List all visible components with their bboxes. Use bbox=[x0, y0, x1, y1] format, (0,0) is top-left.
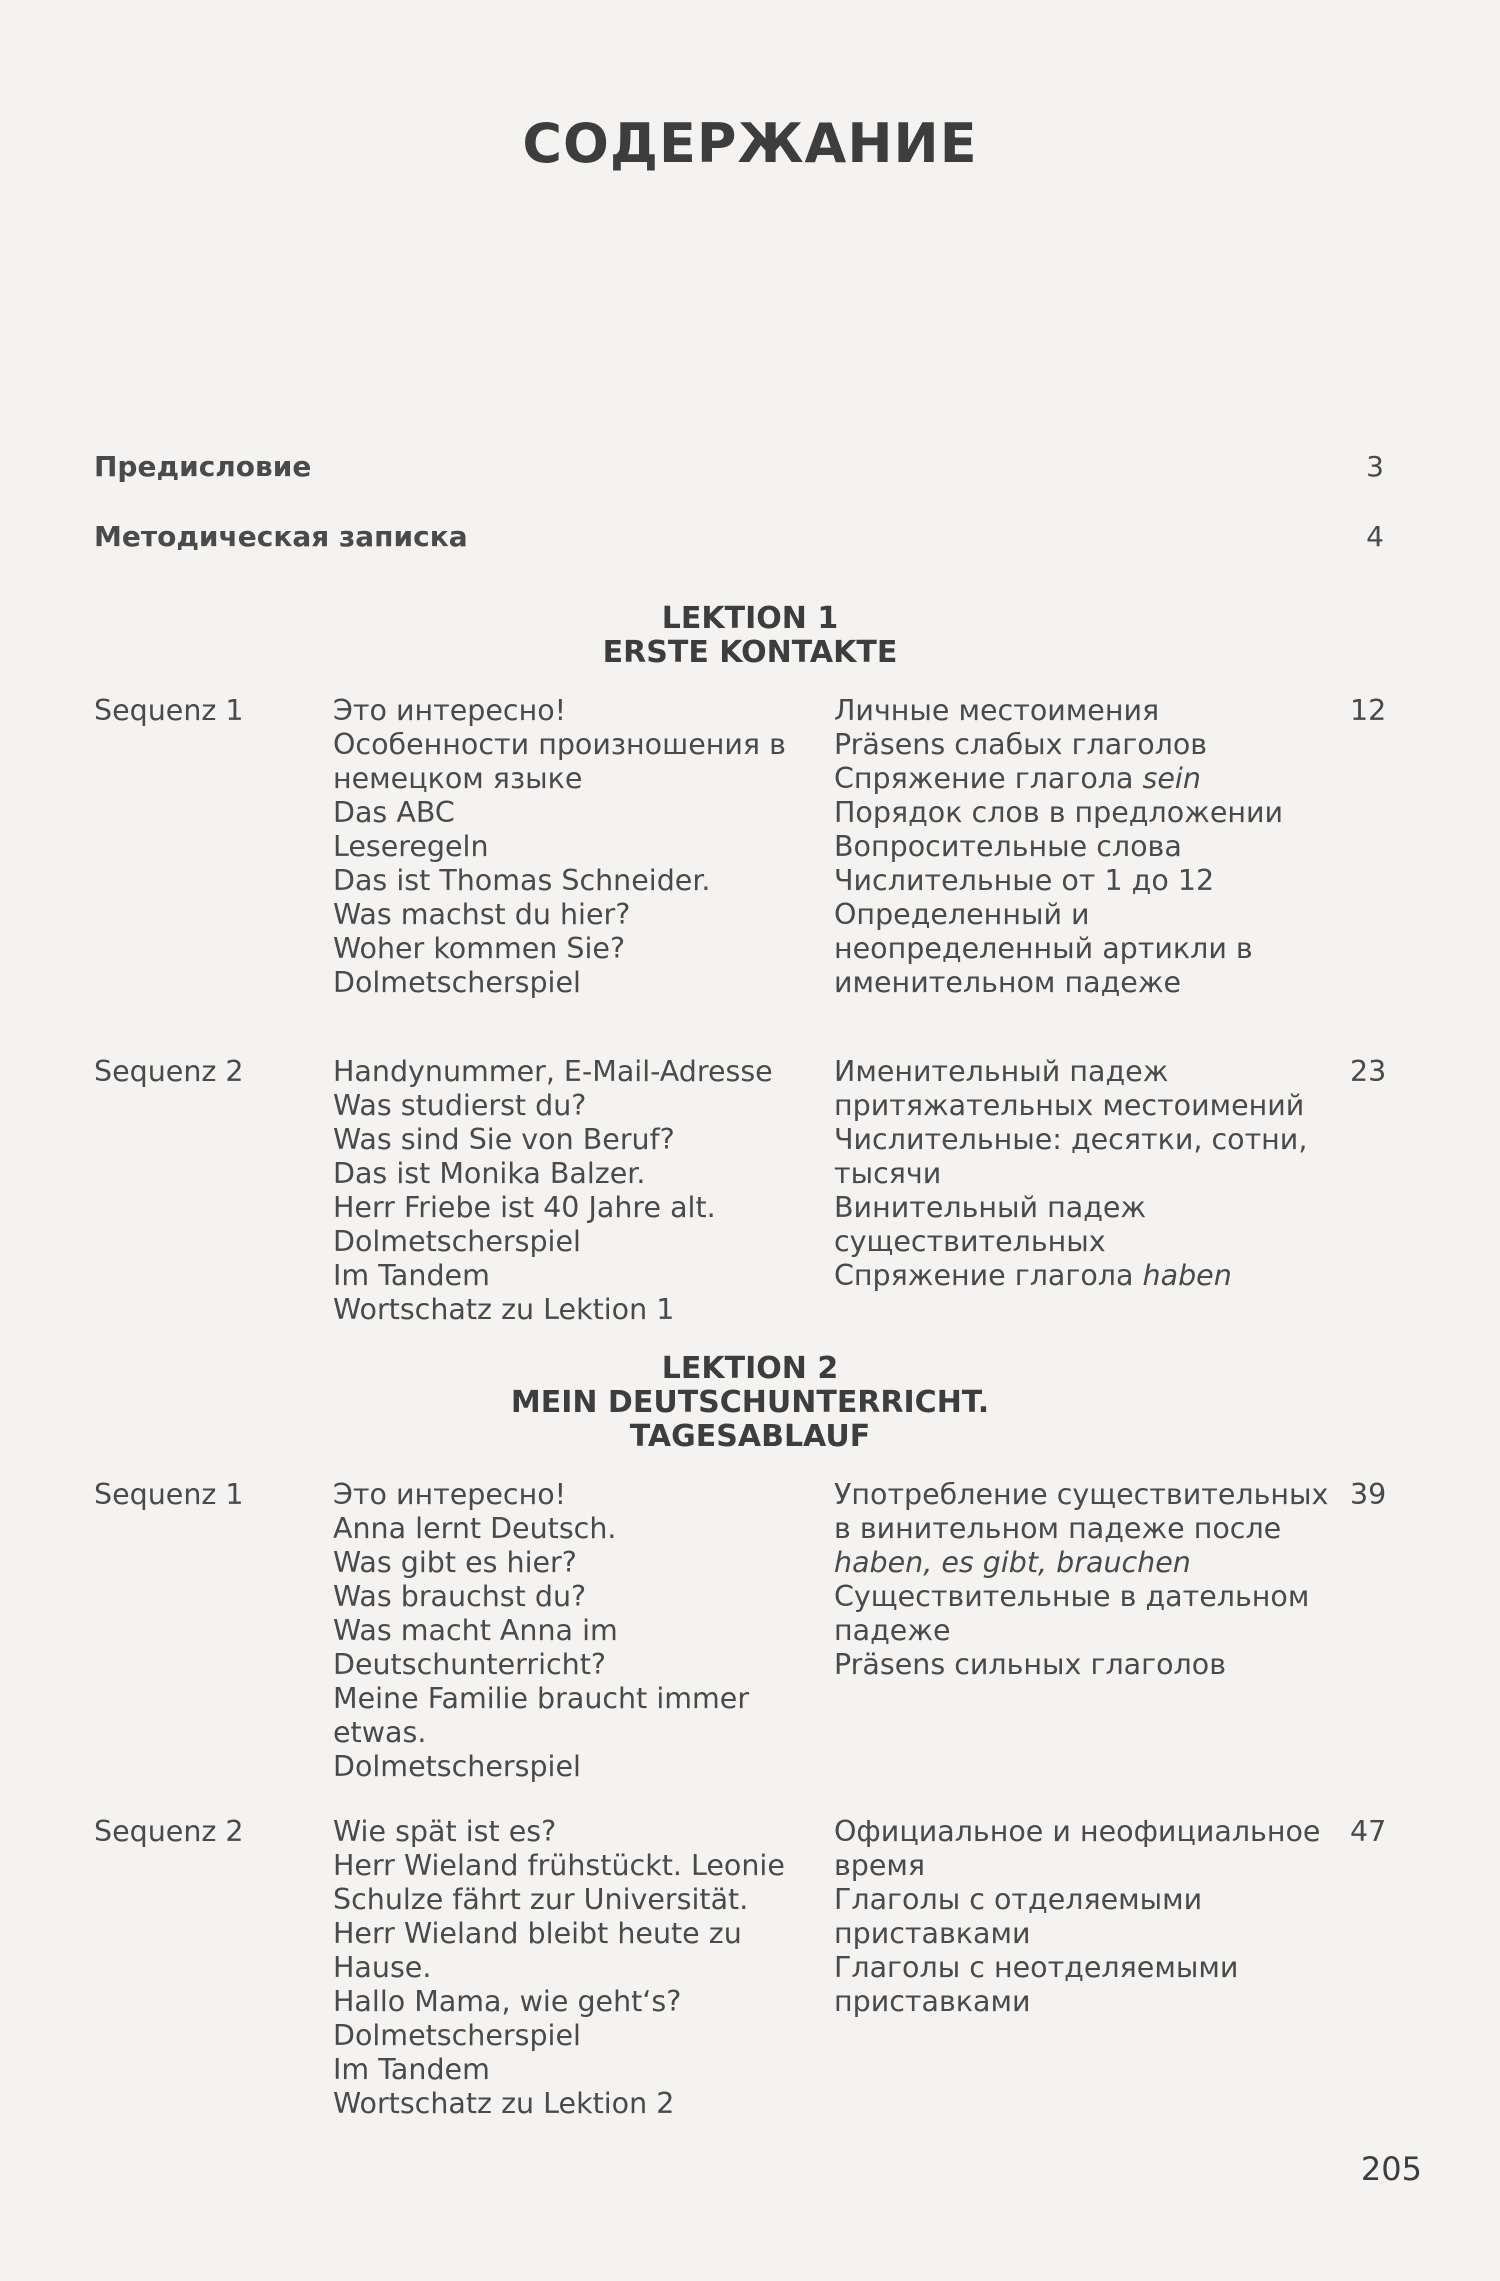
toc-entry-page: 3 bbox=[1366, 450, 1384, 483]
grammar-line bbox=[834, 1546, 1314, 1580]
grammar-line: Спряжение глагола haben bbox=[834, 1259, 1232, 1292]
grammar-line: Личные местоимения bbox=[834, 694, 1160, 727]
topic-line: Das ABC bbox=[333, 796, 455, 829]
toc-entry-page: 4 bbox=[1366, 520, 1384, 553]
grammar-line: Существительные в дательном bbox=[834, 1580, 1310, 1613]
sequence-label: Sequenz 2 bbox=[94, 1815, 244, 1848]
lesson-number: LEKTION 2 bbox=[661, 1351, 839, 1386]
page-number: 205 bbox=[1360, 2150, 1422, 2188]
topic-line: Wortschatz zu Lektion 1 bbox=[333, 1293, 675, 1326]
sequence-grammar bbox=[834, 694, 1314, 1000]
topic-line: Deutschunterricht? bbox=[333, 1648, 607, 1681]
grammar-line: Числительные от 1 до 12 bbox=[834, 864, 1215, 897]
topic-line: Handynummer, E-Mail-Adresse bbox=[333, 1055, 773, 1088]
topic-line: Herr Friebe ist 40 Jahre alt. bbox=[333, 1191, 716, 1224]
grammar-line: Официальное и неофициальное bbox=[834, 1815, 1321, 1848]
topic-line: Was brauchst du? bbox=[333, 1580, 587, 1613]
page-title: СОДЕРЖАНИЕ bbox=[522, 112, 978, 175]
sequence-label: Sequenz 2 bbox=[94, 1055, 244, 1088]
topic-line: Это интересно! bbox=[333, 694, 567, 727]
topic-line: Dolmetscherspiel bbox=[333, 1750, 581, 1783]
grammar-line: Глаголы с отделяемыми bbox=[834, 1883, 1203, 1916]
grammar-line: Винительный падеж bbox=[834, 1191, 1147, 1224]
grammar-line: Числительные: десятки, сотни, bbox=[834, 1123, 1308, 1156]
grammar-line: Употребление существительных bbox=[834, 1478, 1329, 1511]
italic-term: sein bbox=[1142, 762, 1201, 795]
grammar-line: Вопросительные слова bbox=[834, 830, 1182, 863]
lesson-subtitle: TAGESABLAUF bbox=[629, 1419, 871, 1454]
sequence-page: 47 bbox=[1350, 1815, 1387, 1848]
sequence-page: 23 bbox=[1350, 1055, 1387, 1088]
sequence-page: 39 bbox=[1350, 1478, 1387, 1511]
sequence-grammar bbox=[834, 1478, 1329, 1682]
grammar-line: тысячи bbox=[834, 1157, 942, 1190]
sequence-page: 12 bbox=[1350, 694, 1387, 727]
sequence-topics bbox=[333, 1055, 803, 1327]
lesson-number: LEKTION 1 bbox=[661, 601, 839, 636]
sequence-topics bbox=[333, 1815, 803, 2121]
grammar-line: неопределенный артикли в bbox=[834, 932, 1253, 965]
topic-line: Hallo Mama, wie geht‘s? bbox=[333, 1985, 682, 2018]
grammar-line: в винительном падеже после bbox=[834, 1512, 1282, 1545]
topic-line: Dolmetscherspiel bbox=[333, 966, 581, 999]
grammar-line: притяжательных местоимений bbox=[834, 1089, 1305, 1122]
topic-line: etwas. bbox=[333, 1716, 427, 1749]
topic-line: Das ist Monika Balzer. bbox=[333, 1157, 646, 1190]
italic-term: haben, es gibt, brauchen bbox=[834, 1546, 1191, 1579]
toc-entry-label: Предисловие bbox=[94, 450, 312, 483]
topic-line: Anna lernt Deutsch. bbox=[333, 1512, 617, 1545]
topic-line: Meine Familie braucht immer bbox=[333, 1682, 750, 1715]
lesson-1-heading bbox=[0, 602, 1500, 670]
topic-line: Im Tandem bbox=[333, 1259, 490, 1292]
grammar-line: Глаголы с неотделяемыми bbox=[834, 1951, 1239, 1984]
grammar-line: приставками bbox=[834, 1985, 1031, 2018]
grammar-line: именительном падеже bbox=[834, 966, 1182, 999]
topic-line: Im Tandem bbox=[333, 2053, 490, 2086]
topic-line: Wie spät ist es? bbox=[333, 1815, 557, 1848]
sequence-topics bbox=[333, 694, 803, 1000]
topic-line: Was sind Sie von Beruf? bbox=[333, 1123, 675, 1156]
topic-line: Dolmetscherspiel bbox=[333, 2019, 581, 2052]
grammar-line: Именительный падеж bbox=[834, 1055, 1169, 1088]
grammar-line: падеже bbox=[834, 1614, 951, 1647]
sequence-grammar bbox=[834, 1815, 1321, 2019]
topic-line: Wortschatz zu Lektion 2 bbox=[333, 2087, 675, 2120]
grammar-line: Спряжение глагола sein bbox=[834, 762, 1201, 795]
topic-line: Leseregeln bbox=[333, 830, 489, 863]
lesson-title: MEIN DEUTSCHUNTERRICHT. bbox=[510, 1385, 990, 1420]
grammar-line: Определенный и bbox=[834, 898, 1090, 931]
topic-line: Was macht Anna im bbox=[333, 1614, 618, 1647]
sequence-grammar bbox=[834, 1055, 1314, 1293]
sequence-topics bbox=[333, 1478, 803, 1784]
toc-entry-label: Методическая записка bbox=[94, 520, 468, 553]
topic-line: Was gibt es hier? bbox=[333, 1546, 577, 1579]
topic-line: Это интересно! bbox=[333, 1478, 567, 1511]
grammar-line: время bbox=[834, 1849, 926, 1882]
grammar-line: приставками bbox=[834, 1917, 1031, 1950]
grammar-line: существительных bbox=[834, 1225, 1106, 1258]
sequence-label: Sequenz 1 bbox=[94, 694, 244, 727]
topic-line: Особенности произношения в bbox=[333, 728, 786, 761]
sequence-label: Sequenz 1 bbox=[94, 1478, 244, 1511]
toc-entry-preface bbox=[94, 450, 1384, 483]
topic-line: Was studierst du? bbox=[333, 1089, 587, 1122]
lesson-2-heading bbox=[0, 1352, 1500, 1454]
grammar-line: Präsens слабых глаголов bbox=[834, 728, 1208, 761]
topic-line: Das ist Thomas Schneider. bbox=[333, 864, 711, 897]
grammar-line: Präsens сильных глаголов bbox=[834, 1648, 1227, 1681]
topic-line: Herr Wieland frühstückt. Leonie bbox=[333, 1849, 785, 1882]
topic-line: немецком языке bbox=[333, 762, 583, 795]
toc-entry-methodical-note bbox=[94, 520, 1384, 553]
italic-term: haben bbox=[1142, 1259, 1232, 1292]
grammar-line: Порядок слов в предложении bbox=[834, 796, 1284, 829]
topic-line: Herr Wieland bleibt heute zu bbox=[333, 1917, 742, 1950]
topic-line: Woher kommen Sie? bbox=[333, 932, 626, 965]
topic-line: Hause. bbox=[333, 1951, 432, 1984]
lesson-title: ERSTE KONTAKTE bbox=[602, 635, 898, 670]
topic-line: Was machst du hier? bbox=[333, 898, 631, 931]
topic-line: Schulze fährt zur Universität. bbox=[333, 1883, 749, 1916]
topic-line: Dolmetscherspiel bbox=[333, 1225, 581, 1258]
